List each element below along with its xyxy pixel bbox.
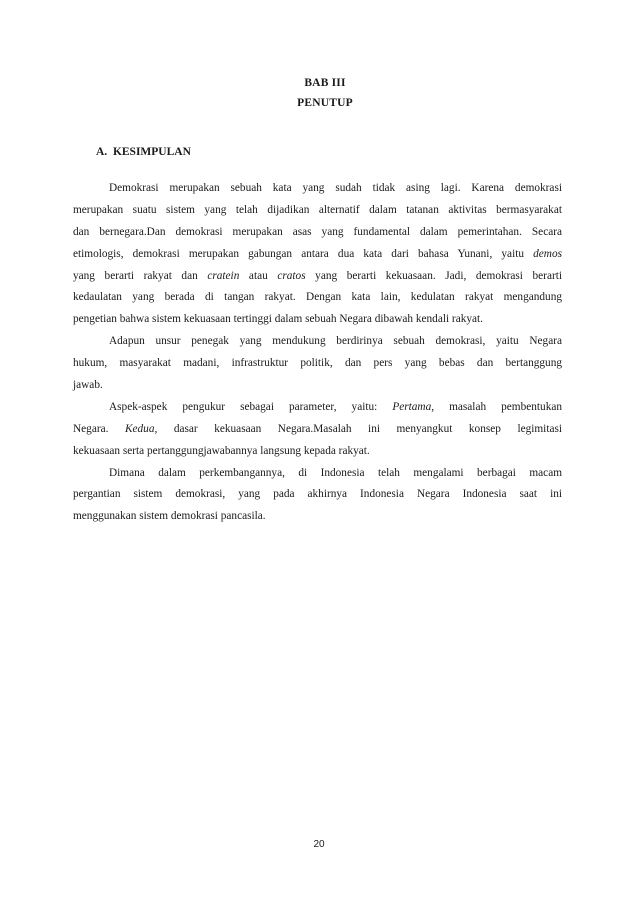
paragraph-4 (73, 463, 562, 529)
paragraph-1 (73, 178, 562, 331)
section-title: KESIMPULAN (112, 146, 191, 158)
page-number: 20 (313, 839, 325, 850)
text-line: Aspek-aspek pengukur sebagai parameter, yaitu: Pertama, masalah pembentukan (109, 400, 563, 413)
text-line: Dimana dalam perkembangannya, di Indonesia telah mengalami berbagai macam (109, 466, 562, 479)
paragraph-2 (73, 331, 562, 397)
text-line: kekuasaan serta pertanggungjawabannya langsung kepada rakyat. (73, 444, 370, 457)
section-label: A. (96, 146, 108, 158)
paragraph-3 (73, 397, 562, 463)
text-line: merupakan suatu sistem yang telah dijadikan alternatif dalam tatanan aktivitas bermasyarakat (73, 203, 562, 216)
text-line: dan bernegara.Dan demokrasi merupakan asas yang fundamental dalam pemerintahan. Secara (73, 225, 562, 238)
text-line: Adapun unsur penegak yang mendukung berdirinya sebuah demokrasi, yaitu Negara (109, 335, 562, 348)
chapter-title: PENUTUP (297, 97, 353, 109)
text-line: yang berarti rakyat dan cratein atau cratos yang berarti kekuasaan. Jadi, demokrasi berarti (73, 269, 562, 282)
section-heading (96, 146, 191, 158)
text-line: etimologis, demokrasi merupakan gabungan antara dua kata dari bahasa Yunani, yaitu demos (73, 247, 562, 260)
text-line: Negara. Kedua, dasar kekuasaan Negara.Masalah ini menyangkut konsep legimitasi (73, 422, 563, 435)
text-line: pergantian sistem demokrasi, yang pada akhirnya Indonesia Negara Indonesia saat ini (73, 488, 562, 501)
chapter-number: BAB III (304, 77, 346, 89)
text-line: menggunakan sistem demokrasi pancasila. (73, 510, 266, 523)
text-line: pengetian bahwa sistem kekuasaan tertinggi dalam sebuah Negara dibawah kendali rakyat. (73, 313, 483, 326)
body-text (73, 178, 562, 528)
text-line: hukum, masyarakat madani, infrastruktur politik, dan pers yang bebas dan bertanggung (73, 357, 562, 370)
text-line: Demokrasi merupakan sebuah kata yang sudah tidak asing lagi. Karena demokrasi (109, 182, 562, 194)
text-line: jawab. (73, 379, 103, 392)
text-line: kedaulatan yang berada di tangan rakyat. Dengan kata lain, kedulatan rakyat mengandung (73, 291, 562, 304)
